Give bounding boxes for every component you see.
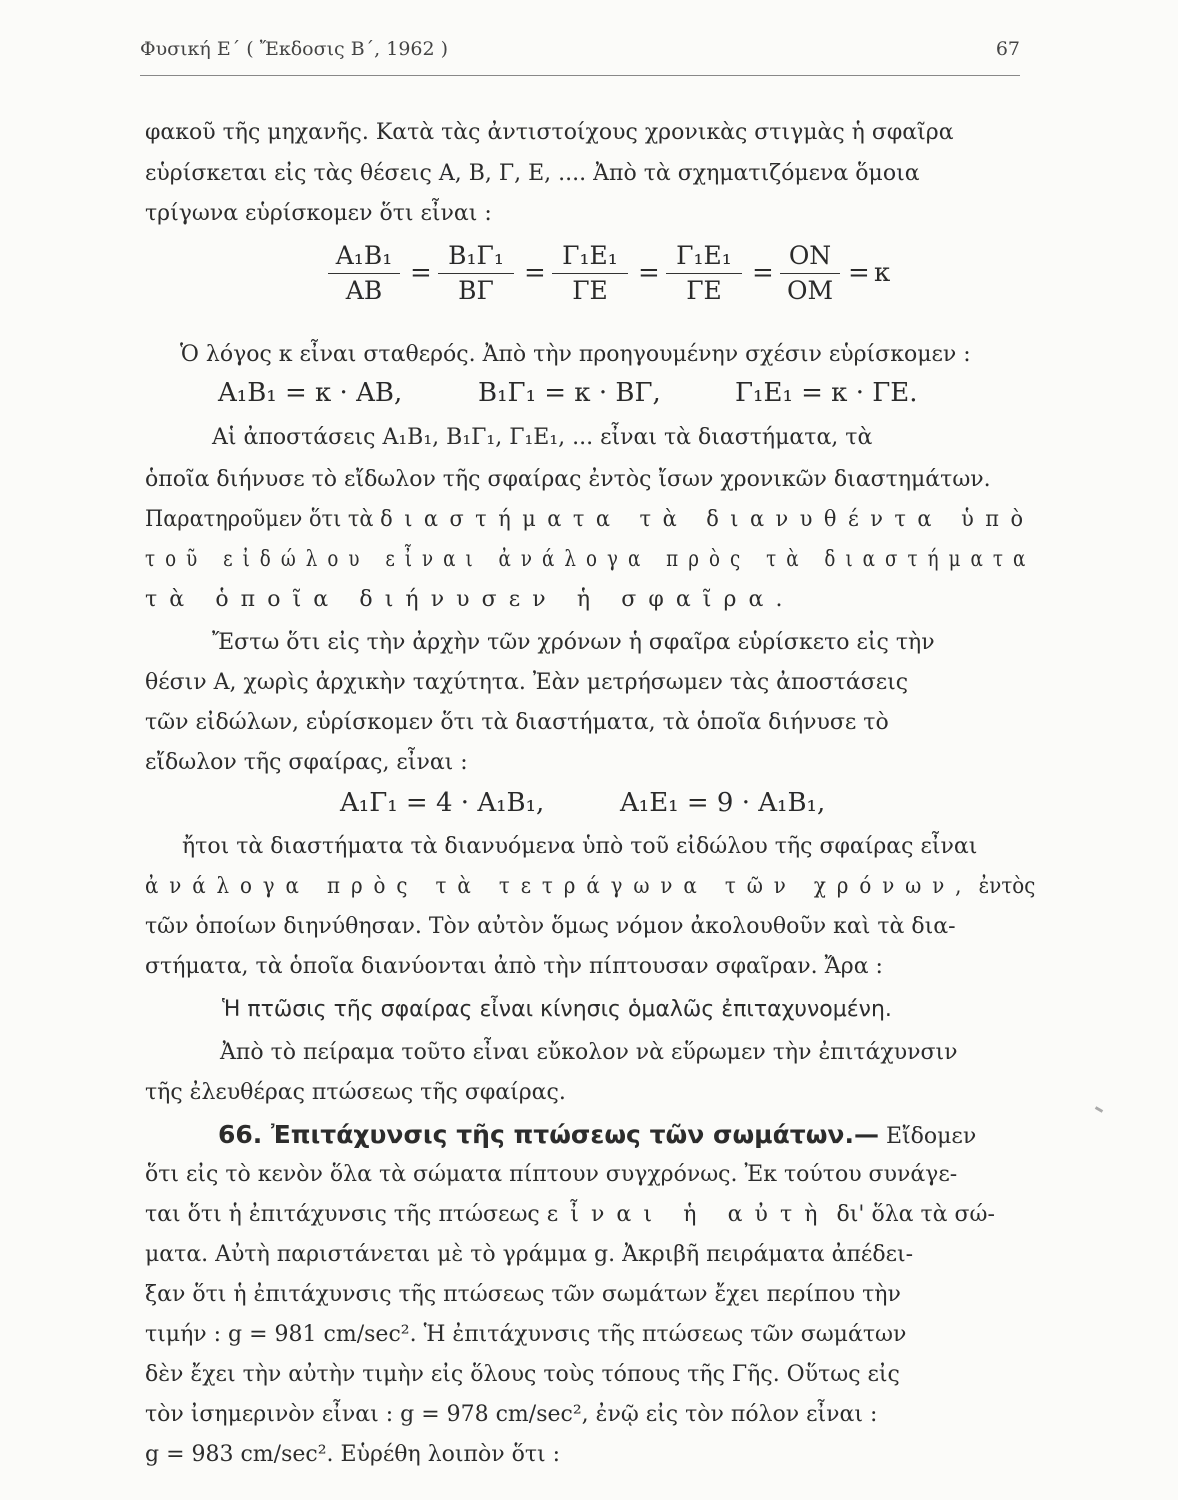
equals-sign: = xyxy=(524,258,546,288)
header-rule xyxy=(140,75,1020,76)
equals-sign: = xyxy=(638,258,660,288)
fraction: $\frac{\text{Α₁Β₁}}{AB}$ xyxy=(328,241,400,306)
text-line: ται ὅτι ἡ ἐπιτάχυνσις τῆς πτώσεως εἶναι ἡ αὐτὴ δι' ὅλα τὰ σώ- xyxy=(145,1202,995,1227)
fraction: $\frac{\text{Β₁Γ₁}}{B\Gamma}$ xyxy=(438,241,514,306)
text-line: Ἔστω ὅτι εἰς τὴν ἀρχὴν τῶν χρόνων ἡ σφαῖρα εὑρίσκετο εἰς τὴν xyxy=(212,630,935,655)
text-line: εἴδωλον τῆς σφαίρας, εἶναι : xyxy=(145,750,468,775)
equals-sign: = xyxy=(410,258,432,288)
document-page: Φυσική Ε΄ ( Ἔκδοσις Β΄, 1962 ) 67 φακοῦ τῆς μηχανῆς. Κατὰ τὰς ἀντιστοίχους χρονικὰς στιγμὰς ἡ σφαῖρα εὑρίσκεται εἰς τὰς θέσεις Α, Β, Γ, Ε, .... Ἀπὸ τὰ σχηματιζόμενα ὅμοια τρίγωνα εὑρίσκομεν ὅτι εἶναι : $\frac{\text{Α₁Β₁}}{AB}$ = $\frac{\text{Β₁Γ₁}}{B\Gamma}$ = $\frac{\text{Γ₁Ε₁}}{\Gamma E}$ = $\frac{\text{Γ₁Ε₁}}{\Gamma E}$ = $\frac{ON}{OM}$ = κ Ὁ λόγος κ εἶναι σταθερός. Ἀπὸ τὴν προηγουμένην σχέσιν εὑρίσκομεν : Α₁Β₁ = κ · ΑΒ, Β₁Γ₁ = κ · ΒΓ, Γ₁Ε₁ = κ · ΓΕ. Αἱ ἀποστάσεις Α₁Β₁, Β₁Γ₁, Γ₁Ε₁, ... εἶναι τὰ διαστήματα, τὰ ὁποῖα διήνυσε τὸ εἴδωλον τῆς σφαίρας ἐντὸς ἴσων χρονικῶν διαστημάτων. Παρατηροῦμεν ὅτι τὰ διαστήματα τὰ διανυθέντα ὑπὸ τοῦ εἰδώλου εἶναι ἀνάλογα πρὸς τὰ διαστήματα τὰ ὁποῖα διήνυσεν ἡ σφαῖρα. Ἔστω ὅτι εἰς τὴν ἀρχὴν τῶν χρόνων ἡ σφαῖρα εὑρίσκετο εἰς τὴν θέσιν Α, χωρὶς ἀρχικὴν ταχύτητα. Ἐὰν μετρήσωμεν τὰς ἀποστάσεις τῶν εἰδώλων, εὑρίσκομεν ὅτι τὰ διαστήματα, τὰ ὁποῖα διήνυσε τὸ εἴδωλον τῆς σφαίρας, εἶναι : Α₁Γ₁ = 4 · Α₁Β₁, Α₁Ε₁ = 9 · Α₁Β₁, ἤτοι τὰ διαστήματα τὰ διανυόμενα ὑπὸ τοῦ εἰδώλου τῆς σφαίρας εἶναι ἀνάλογα πρὸς τὰ τετράγωνα τῶν χρόνων, ἐντὸς τῶν ὁποίων διηνύθησαν. Τὸν αὐτὸν ὅμως νόμον ἀκολουθοῦν καὶ τὰ δια- στήματα, τὰ ὁποῖα διανύονται ἀπὸ τὴν πίπτουσαν σφαῖραν. Ἄρα : Ἡ πτῶσις τῆς σφαίρας εἶναι κίνησις ὁμαλῶς ἐπιταχυνομένη. Ἀπὸ τὸ πείραμα τοῦτο εἶναι εὔκολον νὰ εὕρωμεν τὴν ἐπιτάχυνσιν τῆς ἐλευθέρας πτώσεως τῆς σφαίρας. 66. Ἐπιτάχυνσις τῆς πτώσεως τῶν σωμάτων.— Εἴδομεν ὅτι εἰς τὸ κενὸν ὅλα τὰ σώματα πίπτουν συγχρόνως. Ἐκ τούτου συνάγε- ται ὅτι ἡ ἐπιτάχυνσις τῆς πτώσεως εἶναι ἡ αὐτὴ δι' ὅλα τὰ σώ- ματα. Αὐτὴ παριστάνεται μὲ τὸ γράμμα g. Ἀκριβῆ πειράματα ἀπέδει- ξαν ὅτι ἡ ἐπιτάχυνσις τῆς πτώσεως τῶν σωμάτων ἔχει περίπου τὴν τιμήν : g = 981 cm/sec². Ἡ ἐπιτάχυνσις τῆς πτώσεως τῶν σωμάτων δὲν ἔχει τὴν αὐτὴν τιμὴν εἰς ὅλους τοὺς τόπους τῆς Γῆς. Οὕτως εἰς τὸν ἰσημερινὸν εἶναι : g = 978 cm/sec², ἐνῷ εἰς τὸν πόλον εἶναι : g = 983 cm/sec². Εὑρέθη λοιπὸν ὅτι : xyxy=(0,0,1178,1500)
section-line: 66. Ἐπιτάχυνσις τῆς πτώσεως τῶν σωμάτων.— Εἴδομεν xyxy=(218,1120,977,1149)
constant-k: κ xyxy=(874,258,891,288)
margin-mark xyxy=(1095,1106,1103,1113)
text-line: τὸν ἰσημερινὸν εἶναι : g = 978 cm/sec², ἐνῷ εἰς τὸν πόλον εἶναι : xyxy=(145,1402,878,1427)
page-number: 67 xyxy=(995,38,1020,60)
text-line-spaced: τοῦ εἰδώλου εἶναι ἀνάλογα πρὸς τὰ διαστήματα xyxy=(145,547,1036,572)
section-heading: 66. Ἐπιτάχυνσις τῆς πτώσεως τῶν σωμάτων.— xyxy=(218,1120,879,1149)
text-line: Ἀπὸ τὸ πείραμα τοῦτο εἶναι εὔκολον νὰ εὕρωμεν τὴν ἐπιτάχυνσιν xyxy=(220,1040,958,1065)
text-line: τῶν ὁποίων διηνύθησαν. Τὸν αὐτὸν ὅμως νόμον ἀκολουθοῦν καὶ τὰ δια- xyxy=(145,914,956,939)
text-line: ὅτι εἰς τὸ κενὸν ὅλα τὰ σώματα πίπτουν συγχρόνως. Ἐκ τούτου συνάγε- xyxy=(145,1162,958,1187)
text-line-spaced: τὰ ὁποῖα διήνυσεν ἡ σφαῖρα. xyxy=(145,587,795,612)
text-line: φακοῦ τῆς μηχανῆς. Κατὰ τὰς ἀντιστοίχους χρονικὰς στιγμὰς ἡ σφαῖρα xyxy=(145,120,954,145)
text-line: Αἱ ἀποστάσεις Α₁Β₁, Β₁Γ₁, Γ₁Ε₁, ... εἶναι τὰ διαστήματα, τὰ xyxy=(212,425,873,450)
text-line: τῆς ἐλευθέρας πτώσεως τῆς σφαίρας. xyxy=(145,1080,566,1105)
fraction: $\frac{\text{Γ₁Ε₁}}{\Gamma E}$ xyxy=(666,241,742,306)
text-line: Ὁ λόγος κ εἶναι σταθερός. Ἀπὸ τὴν προηγουμένην σχέσιν εὑρίσκομεν : xyxy=(180,342,971,367)
page-header xyxy=(140,38,1020,68)
text-line: ἤτοι τὰ διαστήματα τὰ διανυόμενα ὑπὸ τοῦ εἰδώλου τῆς σφαίρας εἶναι xyxy=(182,834,978,859)
text-line: τῶν εἰδώλων, εὑρίσκομεν ὅτι τὰ διαστήματα, τὰ ὁποῖα διήνυσε τὸ xyxy=(145,710,889,735)
text-line: τρίγωνα εὑρίσκομεν ὅτι εἶναι : xyxy=(145,201,492,226)
text-line: δὲν ἔχει τὴν αὐτὴν τιμὴν εἰς ὅλους τοὺς τόπους τῆς Γῆς. Οὕτως εἰς xyxy=(145,1362,900,1387)
running-title: Φυσική Ε΄ ( Ἔκδοσις Β΄, 1962 ) xyxy=(140,38,449,60)
fraction: $\frac{ON}{OM}$ xyxy=(780,241,840,306)
equals-sign: = xyxy=(848,258,870,288)
text-line: εὑρίσκεται εἰς τὰς θέσεις Α, Β, Γ, Ε, .... Ἀπὸ τὰ σχηματιζόμενα ὅμοια xyxy=(145,161,920,186)
text-line: θέσιν Α, χωρὶς ἀρχικὴν ταχύτητα. Ἐὰν μετρήσωμεν τὰς ἀποστάσεις xyxy=(145,670,909,695)
text-line: ματα. Αὐτὴ παριστάνεται μὲ τὸ γράμμα g. Ἀκριβῆ πειράματα ἀπέδει- xyxy=(145,1242,914,1267)
text-line: ἀνάλογα πρὸς τὰ τετράγωνα τῶν χρόνων, ἐντὸς xyxy=(145,874,1036,899)
text-line: Παρατηροῦμεν ὅτι τὰ διαστήματα τὰ διανυθέντα ὑπὸ xyxy=(145,507,1035,532)
equals-sign: = xyxy=(752,258,774,288)
fraction: $\frac{\text{Γ₁Ε₁}}{\Gamma E}$ xyxy=(552,241,628,306)
text-line: τιμήν : g = 981 cm/sec². Ἡ ἐπιτάχυνσις τῆς πτώσεως τῶν σωμάτων xyxy=(145,1322,907,1347)
law-statement: Ἡ πτῶσις τῆς σφαίρας εἶναι κίνησις ὁμαλῶς ἐπιταχυνομένη. xyxy=(222,997,892,1022)
text-line: ὁποῖα διήνυσε τὸ εἴδωλον τῆς σφαίρας ἐντὸς ἴσων χρονικῶν διαστημάτων. xyxy=(145,467,991,492)
text-line: g = 983 cm/sec². Εὑρέθη λοιπὸν ὅτι : xyxy=(145,1442,561,1467)
text-line: στήματα, τὰ ὁποῖα διανύονται ἀπὸ τὴν πίπτουσαν σφαῖραν. Ἄρα : xyxy=(145,954,883,979)
text-line: ξαν ὅτι ἡ ἐπιτάχυνσις τῆς πτώσεως τῶν σωμάτων ἔχει περίπου τὴν xyxy=(145,1282,901,1307)
